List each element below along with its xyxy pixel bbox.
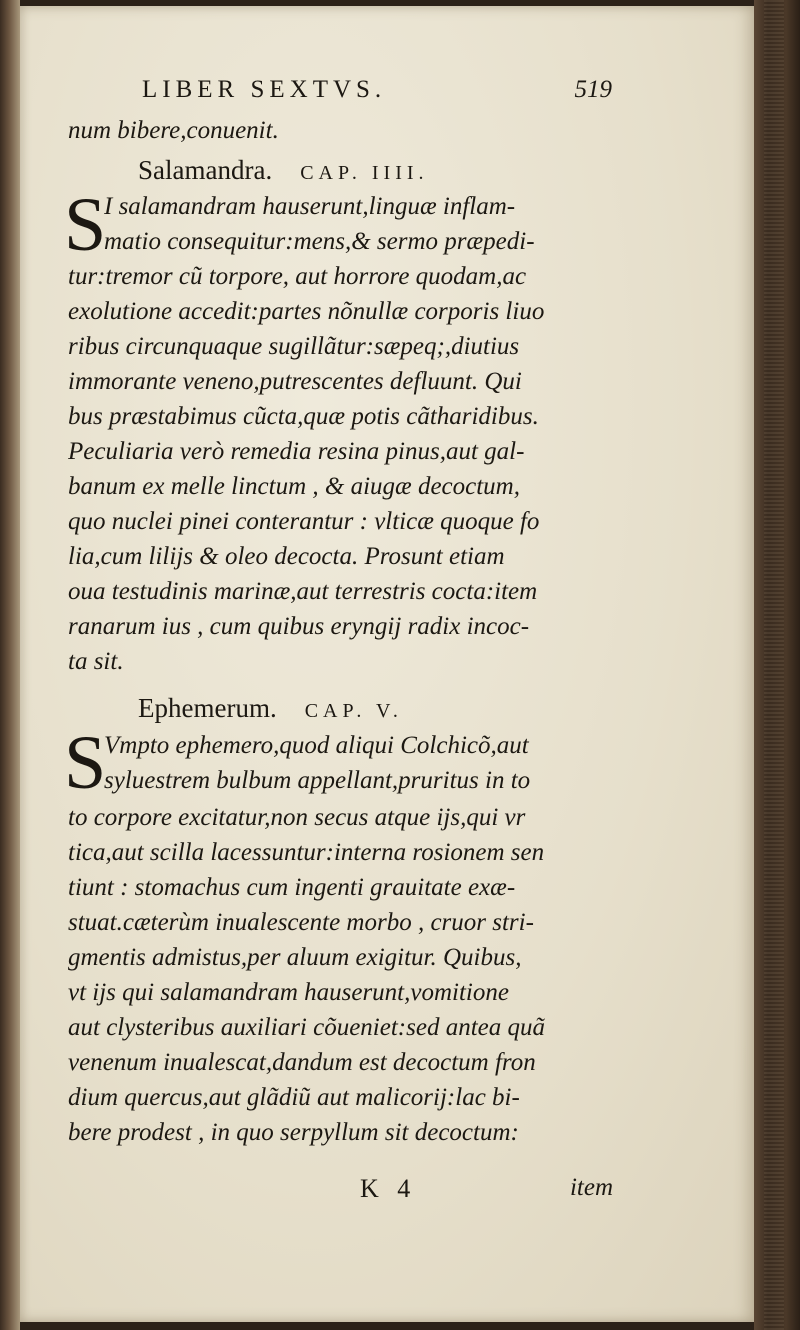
chapter-label: CAP. IIII. [300, 162, 429, 184]
text-line: oua testudinis marinæ,aut terrestris cocta:item [68, 578, 538, 605]
opening-line: num bibere,conuenit. [68, 117, 279, 144]
text-line: ranarum ius , cum quibus eryngij radix incoc- [68, 613, 530, 640]
text-line: matio consequitur:mens,& sermo præpedi- [104, 228, 535, 255]
text-line: lia,cum lilijs & oleo decocta. Prosunt etiam [68, 543, 505, 570]
chapter-label: CAP. V. [304, 700, 403, 722]
running-head: LIBER SEXTVS. [142, 76, 387, 103]
signature-mark: K 4 [360, 1174, 417, 1203]
text-line: quo nuclei pinei conterantur : vlticæ quoque fo [68, 508, 540, 535]
text-line: venenum inualescat,dandum est decoctum fron [68, 1049, 536, 1076]
section-heading-salamandra [138, 154, 618, 189]
page-footer [68, 1174, 613, 1208]
text-line: gmentis admistus,per aluum exigitur. Quibus, [68, 944, 522, 971]
text-line: I salamandram hauserunt,linguæ inflam- [104, 193, 516, 220]
section-title: Salamandra. [138, 155, 273, 185]
catchword: item [569, 1174, 613, 1201]
facing-page-edge [0, 0, 20, 1330]
section-title: Ephemerum. [138, 693, 277, 723]
text-line: ta sit. [68, 648, 124, 675]
text-line: vt ijs qui salamandram hauserunt,vomitione [68, 979, 509, 1006]
text-line: to corpore excitatur,non secus atque ijs,qui vr [68, 804, 526, 831]
text-line: banum ex melle linctum , & aiugæ decoctum, [68, 473, 520, 500]
text-line: ribus circunquaque sugillãtur:sæpeq;,diutius [68, 333, 520, 360]
drop-cap-initial: S [64, 183, 107, 267]
text-line: syluestrem bulbum appellant,pruritus in to [104, 767, 531, 794]
text-line: bere prodest , in quo serpyllum sit decoctum: [68, 1119, 519, 1146]
text-line: exolutione accedit:partes nõnullæ corporis liuo [68, 298, 545, 325]
text-line: tiunt : stomachus cum ingenti grauitate exæ- [68, 874, 516, 901]
text-line: Vmpto ephemero,quod aliqui Colchicõ,aut [104, 732, 529, 759]
drop-cap-initial: S [64, 721, 107, 805]
book-fore-edge [754, 0, 800, 1330]
text-line: aut clysteribus auxiliari cõueniet:sed antea quã [68, 1014, 545, 1041]
text-line: stuat.cæterùm inualescente morbo , cruor stri- [68, 909, 534, 936]
page-number: 519 [574, 76, 612, 103]
page-header [142, 76, 612, 112]
text-line: bus præstabimus cũcta,quæ potis cãtharidibus. [68, 403, 539, 430]
text-line: tur:tremor cũ torpore, aut horrore quodam,ac [68, 263, 527, 290]
text-line: immorante veneno,putrescentes defluunt. Qui [68, 368, 522, 395]
section-heading-ephemerum [138, 692, 618, 727]
text-line: Peculiaria verò remedia resina pinus,aut gal- [68, 438, 525, 465]
text-line: tica,aut scilla lacessuntur:interna rosionem sen [68, 839, 545, 866]
text-line: dium quercus,aut glãdiũ aut malicorij:lac bi- [68, 1084, 520, 1111]
book-page [20, 6, 754, 1322]
